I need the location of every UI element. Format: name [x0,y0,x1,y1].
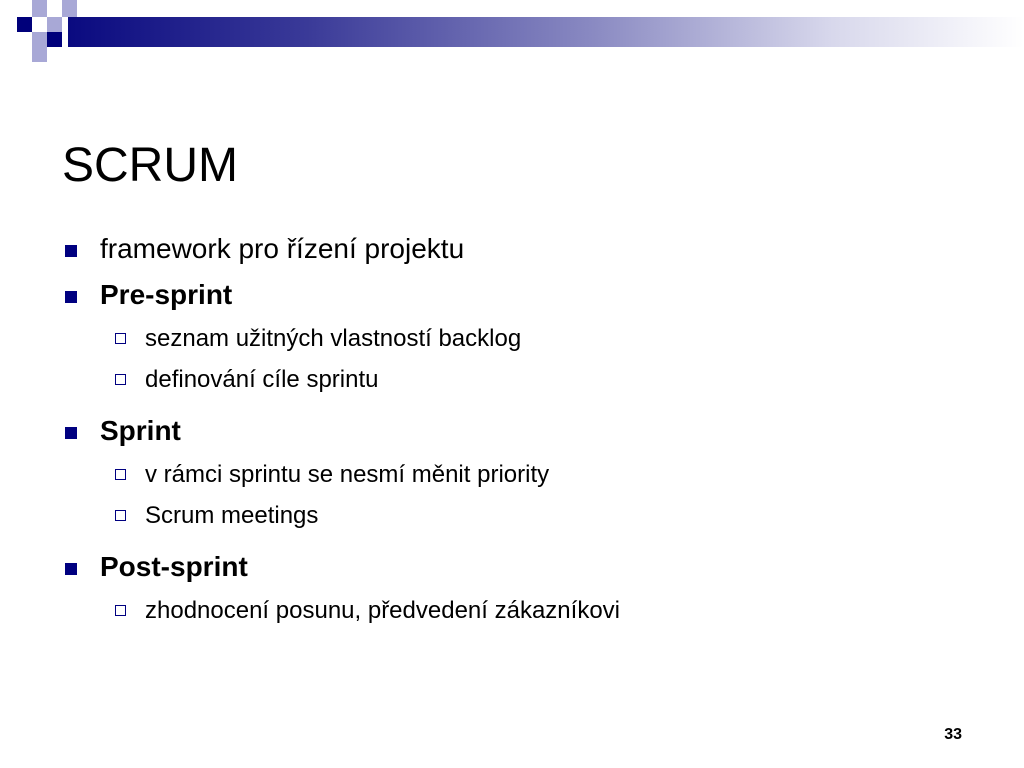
square-bullet-icon [65,563,77,575]
sub-bullet-item [62,454,962,495]
bullet-item [62,408,962,454]
hollow-square-bullet-icon [115,605,126,616]
hollow-square-bullet-icon [115,333,126,344]
decor-square [47,32,62,47]
header-gradient-bar [68,17,1024,47]
square-bullet-icon [65,291,77,303]
sub-bullet-item [62,318,962,359]
sub-bullet-list [62,318,962,400]
bullet-item [62,226,962,272]
decor-square [17,17,32,32]
bullet-text: framework pro řízení projektu [100,233,465,264]
decor-square [32,32,47,47]
sub-bullet-text: seznam užitných vlastností backlog [145,325,522,352]
bullet-text: Pre-sprint [100,279,233,310]
bullet-text: Post-sprint [100,551,248,582]
square-bullet-icon [65,245,77,257]
bullet-item [62,544,962,590]
sub-bullet-item [62,590,962,631]
sub-bullet-item [62,495,962,536]
sub-bullet-item [62,359,962,400]
bullet-list [62,226,962,639]
hollow-square-bullet-icon [115,469,126,480]
sub-bullet-text: zhodnocení posunu, předvedení zákazníkovi [145,597,620,624]
bullet-text: Sprint [100,415,181,446]
bullet-item [62,272,962,318]
header-decoration [0,0,1024,64]
sub-bullet-text: v rámci sprintu se nesmí měnit priority [145,461,550,488]
sub-list-wrapper [62,590,962,631]
square-bullet-icon [65,427,77,439]
sub-list-wrapper [62,318,962,400]
hollow-square-bullet-icon [115,374,126,385]
slide-number: 33 [944,726,962,743]
decor-square [32,47,47,62]
decor-square [32,0,47,17]
sub-list-wrapper [62,454,962,536]
slide-title: SCRUM [62,139,238,192]
sub-bullet-list [62,454,962,536]
decor-square [62,0,77,17]
sub-bullet-text: Scrum meetings [145,502,319,529]
hollow-square-bullet-icon [115,510,126,521]
decor-square [47,17,62,32]
sub-bullet-text: definování cíle sprintu [145,366,379,393]
sub-bullet-list [62,590,962,631]
